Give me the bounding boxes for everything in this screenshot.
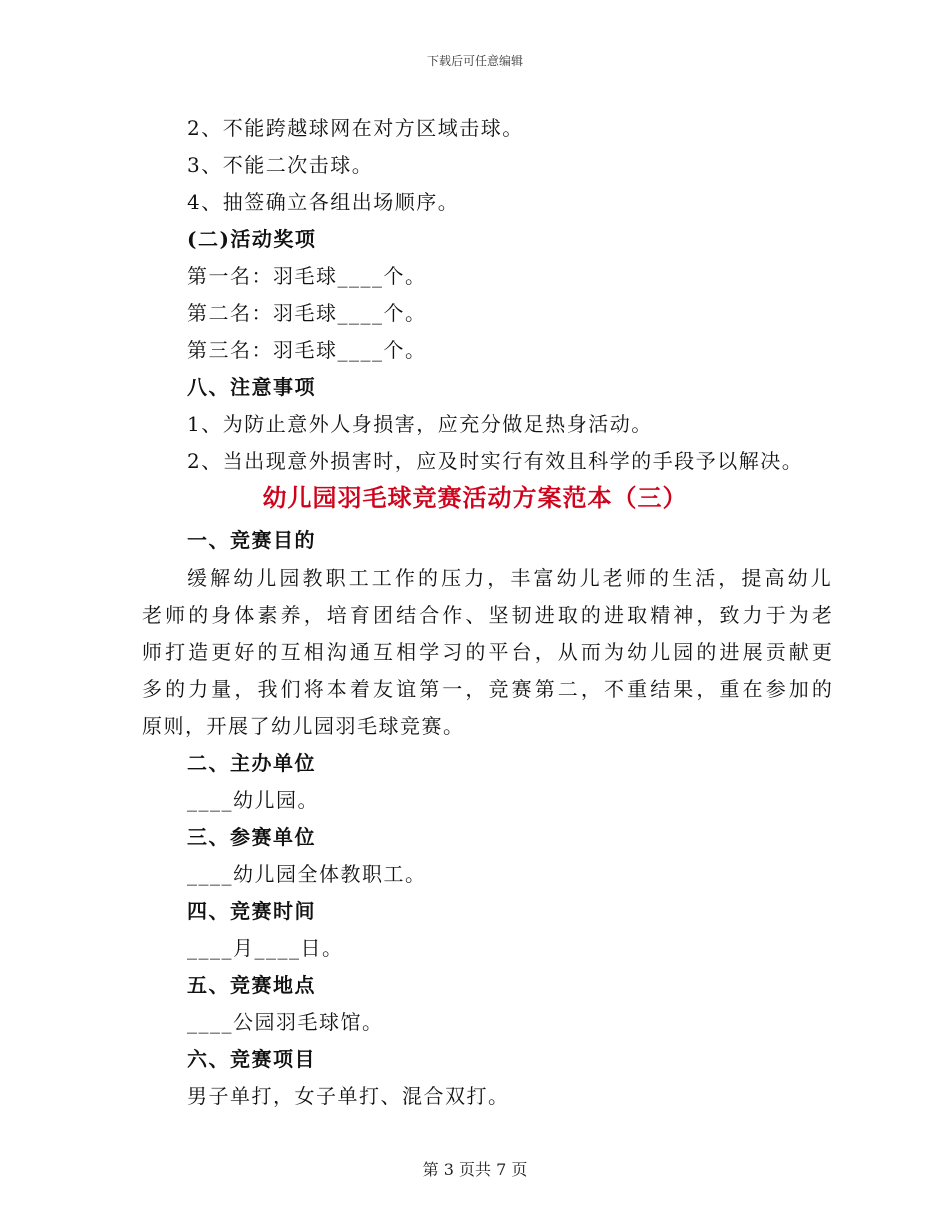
heading-time: 四、竞赛时间 [187, 899, 316, 923]
organizer-text: ____幼儿园。 [187, 788, 319, 812]
purpose-paragraph-line: 原则，开展了幼儿园羽毛球竞赛。 [142, 714, 465, 738]
note-item-1: 1、为防止意外人身损害，应充分做足热身活动。 [187, 412, 653, 436]
award-third: 第三名：羽毛球____个。 [187, 338, 427, 362]
heading-participants: 三、参赛单位 [187, 825, 316, 849]
awards-heading: (二)活动奖项 [187, 227, 317, 251]
events-text: 男子单打，女子单打、混合双打。 [187, 1084, 510, 1108]
award-first: 第一名：羽毛球____个。 [187, 264, 427, 288]
rule-line-3: 3、不能二次击球。 [187, 153, 374, 177]
time-text: ____月____日。 [187, 936, 344, 960]
participants-text: ____幼儿园全体教职工。 [187, 862, 427, 886]
page-footer: 第 3 页共 7 页 [422, 1160, 528, 1179]
award-second: 第二名：羽毛球____个。 [187, 301, 427, 325]
heading-venue: 五、竞赛地点 [187, 973, 316, 997]
section-title: 幼儿园羽毛球竞赛活动方案范本（三） [262, 483, 688, 512]
venue-text: ____公园羽毛球馆。 [187, 1010, 384, 1034]
heading-purpose: 一、竞赛目的 [187, 528, 316, 552]
heading-organizer: 二、主办单位 [187, 751, 316, 775]
note-item-2: 2、当出现意外损害时，应及时实行有效且科学的手段予以解决。 [187, 449, 804, 473]
heading-events: 六、竞赛项目 [187, 1047, 316, 1071]
notes-heading: 八、注意事项 [187, 375, 316, 399]
page-header: 下载后可任意编辑 [426, 54, 523, 68]
purpose-paragraph-line: 老师的身体素养，培育团结合作、坚韧进取的进取精神，致力于为老 [142, 603, 835, 627]
rule-line-2: 2、不能跨越球网在对方区域击球。 [187, 116, 524, 140]
purpose-paragraph-line: 缓解幼儿园教职工工作的压力，丰富幼儿老师的生活，提高幼儿 [187, 566, 834, 590]
purpose-paragraph-line: 师打造更好的互相沟通互相学习的平台，从而为幼儿园的进展贡献更 [142, 640, 835, 664]
purpose-paragraph-line: 多的力量，我们将本着友谊第一，竞赛第二，不重结果，重在参加的 [142, 677, 835, 701]
rule-line-4: 4、抽签确立各组出场顺序。 [187, 190, 460, 214]
